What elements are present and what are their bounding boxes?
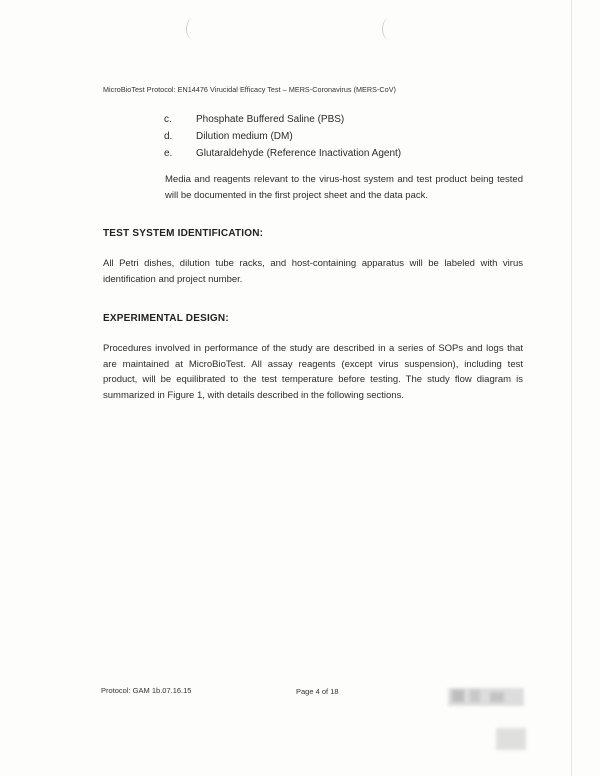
scan-edge [571,0,572,776]
redacted-mark [490,692,504,702]
list-item-letter: d. [164,131,173,142]
footer-page-number: Page 4 of 18 [296,687,339,696]
binder-hole-mark [382,18,397,40]
list-item-letter: c. [164,114,172,125]
test-system-paragraph: All Petri dishes, dilution tube racks, and host-containing apparatus will be labeled with virus identification and project number. [103,258,523,285]
test-system-heading: TEST SYSTEM IDENTIFICATION: [103,228,264,239]
redacted-mark [452,690,464,702]
experimental-design-heading: EXPERIMENTAL DESIGN: [103,313,229,324]
list-item-letter: e. [164,148,173,159]
reagent-list [164,111,401,162]
page-header: MicroBioTest Protocol: EN14476 Virucidal Efficacy Test – MERS-Coronavirus (MERS-CoV) [103,85,396,94]
redacted-mark [470,690,480,702]
media-paragraph: Media and reagents relevant to the virus-host system and test product being tested will be documented in the first project sheet and the data pack. [165,174,523,201]
list-item-text: Glutaraldehyde (Reference Inactivation Agent) [196,148,402,159]
list-item-text: Dilution medium (DM) [196,131,293,142]
redacted-mark [496,728,526,750]
list-item [164,145,401,162]
experimental-design-paragraph: Procedures involved in performance of the study are described in a series of SOPs and logs that are maintained at MicroBioTest. All assay reagents (except virus suspension), including test product, will be equilibrated to the test temperature before testing. The study flow diagram is summarized in Figure 1, with details described in the following sections. [103,343,523,401]
binder-hole-mark [186,18,201,40]
footer-protocol-id: Protocol: GAM 1b.07.16.15 [101,686,192,695]
list-item [164,111,401,128]
list-item-text: Phosphate Buffered Saline (PBS) [196,114,345,125]
list-item [164,128,401,145]
